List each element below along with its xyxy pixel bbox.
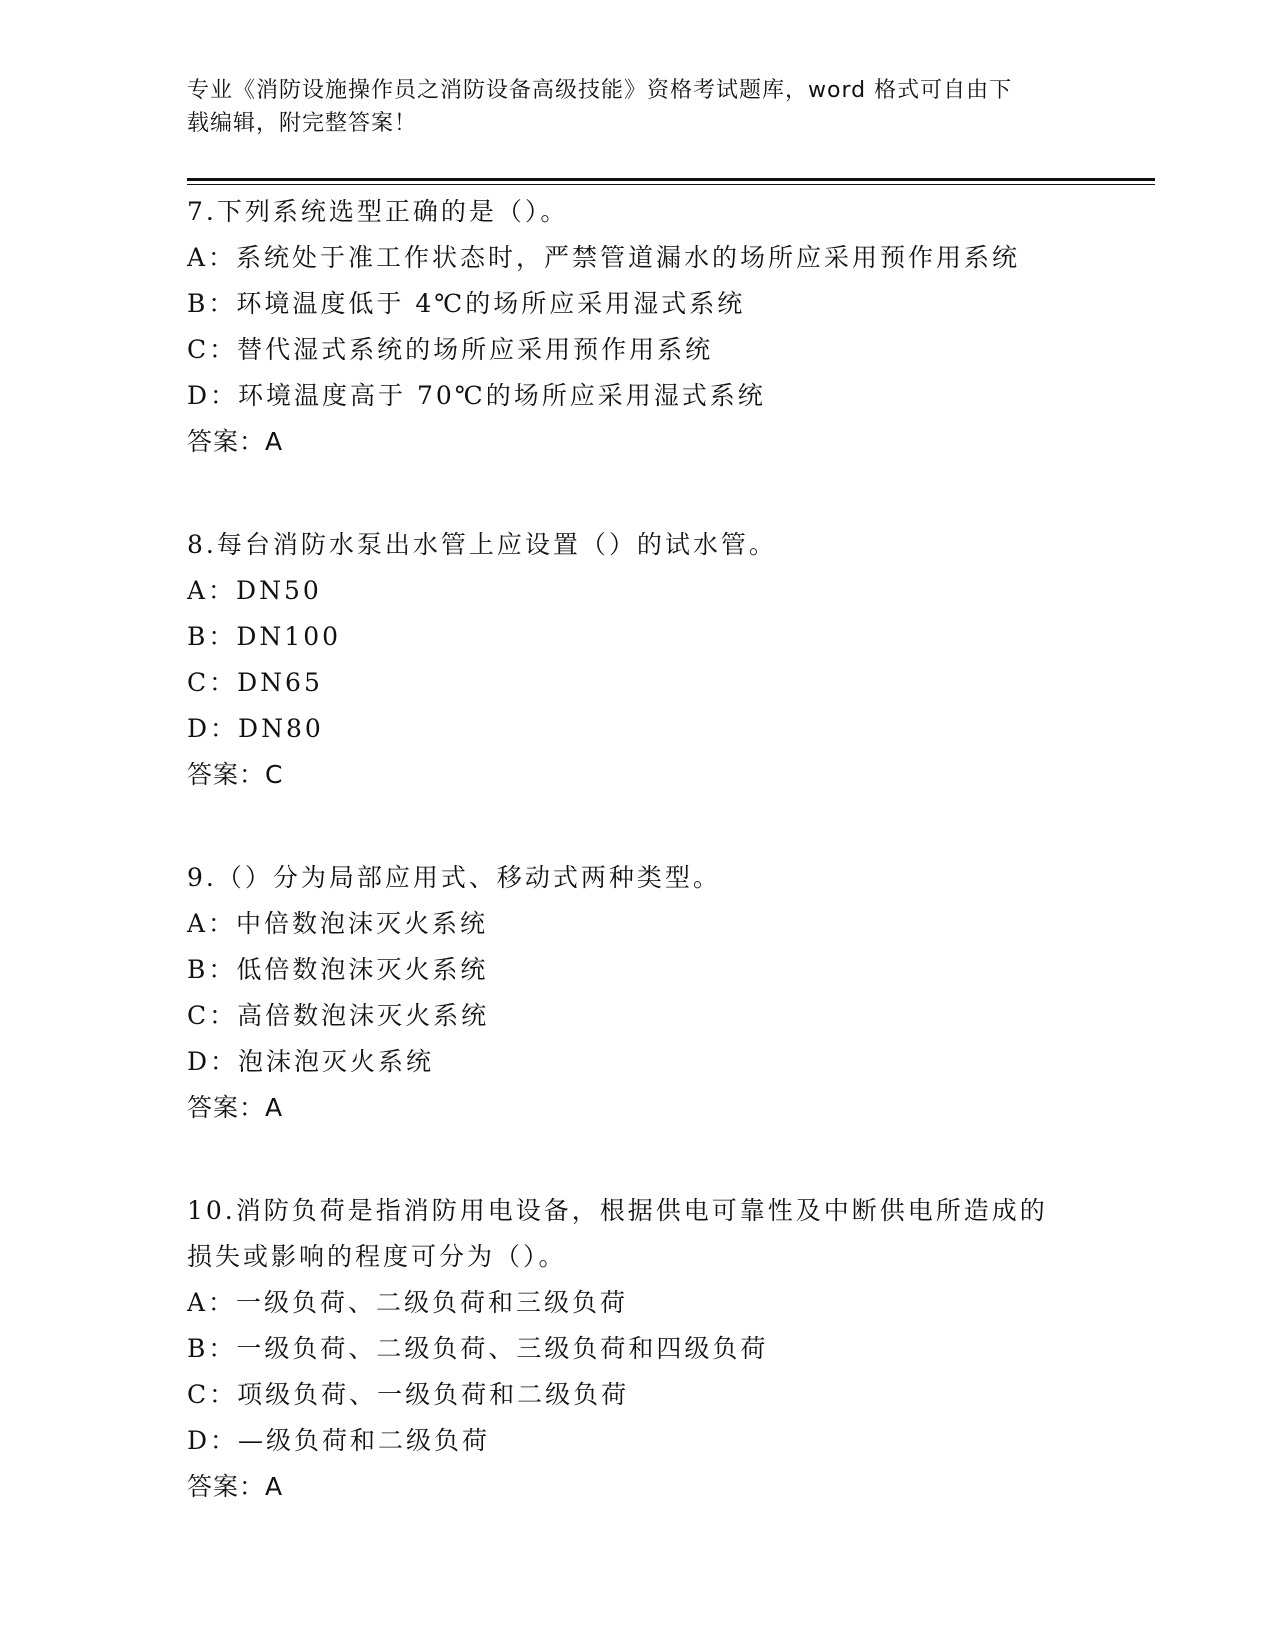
answer: 答案：A [187, 1093, 284, 1122]
option-c: C：项级负荷、一级负荷和二级负荷 [187, 1380, 630, 1409]
question-stem: 9.（）分为局部应用式、移动式两种类型。 [187, 863, 721, 892]
question-10 [187, 1188, 1147, 1510]
header-divider-thin [187, 184, 1155, 185]
question-stem: 10.消防负荷是指消防用电设备，根据供电可靠性及中断供电所造成的 [187, 1196, 1048, 1225]
option-d: D：DN80 [187, 714, 324, 743]
header-divider-thick [187, 178, 1155, 181]
option-b: B：一级负荷、二级负荷、三级负荷和四级负荷 [187, 1334, 769, 1363]
option-b: B：DN100 [187, 622, 342, 651]
option-d: D：环境温度高于 70℃的场所应采用湿式系统 [187, 381, 766, 410]
question-9 [187, 855, 1147, 1131]
header-line-1: 专业《消防设施操作员之消防设备高级技能》资格考试题库，word 格式可自由下 [187, 78, 1013, 103]
option-c: C：替代湿式系统的场所应采用预作用系统 [187, 335, 714, 364]
question-7 [187, 189, 1147, 465]
option-b: B：低倍数泡沫灭火系统 [187, 955, 489, 984]
option-a: A：一级负荷、二级负荷和三级负荷 [187, 1288, 629, 1317]
document-header [187, 74, 1087, 140]
question-8 [187, 522, 1147, 798]
option-a: A：系统处于准工作状态时，严禁管道漏水的场所应采用预作用系统 [187, 243, 1021, 272]
question-stem-continued: 损失或影响的程度可分为（）。 [187, 1242, 567, 1271]
answer: 答案：C [187, 760, 284, 789]
question-list [187, 189, 1147, 1567]
option-c: C：高倍数泡沫灭火系统 [187, 1001, 490, 1030]
answer: 答案：A [187, 1472, 284, 1501]
question-stem: 8.每台消防水泵出水管上应设置（）的试水管。 [187, 530, 777, 559]
option-b: B：环境温度低于 4℃的场所应采用湿式系统 [187, 289, 746, 318]
answer: 答案：A [187, 427, 284, 456]
question-stem: 7.下列系统选型正确的是（）。 [187, 197, 569, 226]
option-a: A：中倍数泡沫灭火系统 [187, 909, 489, 938]
option-d: D：泡沫泡灭火系统 [187, 1047, 435, 1076]
option-d: D：—级负荷和二级负荷 [187, 1426, 491, 1455]
option-a: A：DN50 [187, 576, 322, 605]
header-line-2: 载编辑，附完整答案！ [187, 111, 418, 136]
option-c: C：DN65 [187, 668, 323, 697]
